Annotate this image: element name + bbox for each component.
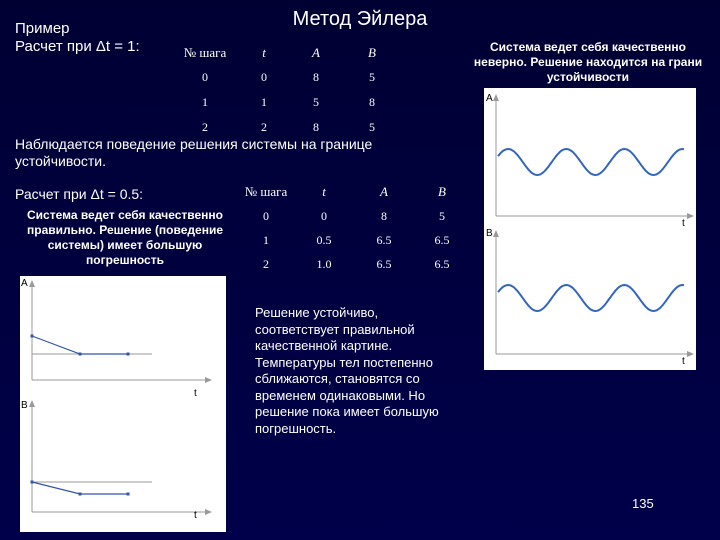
- table-row: [170, 65, 400, 90]
- cell: 2: [202, 120, 208, 134]
- graph-panel-oscillating: [484, 88, 696, 370]
- table-row: [240, 252, 472, 276]
- series-b-line: [32, 482, 128, 494]
- cell: 6.5: [434, 232, 450, 247]
- cell: 1: [202, 95, 208, 109]
- arrow-icon: [205, 377, 212, 383]
- axis-label-t: t: [194, 510, 197, 521]
- converging-graphs: [20, 276, 226, 532]
- series-a-wave: [498, 149, 684, 175]
- axis-label-b: B: [21, 400, 28, 411]
- arrow-icon: [205, 509, 212, 515]
- cell: 8: [369, 95, 375, 109]
- data-point: [127, 353, 130, 356]
- conclusion-text: Решение устойчиво, соответствует правильной качественной картине. Температуры тел постепенно сближаются, становятся со временем одинаковыми. Но решение пока имеет большую погрешность.: [255, 305, 439, 436]
- cell: 5: [369, 70, 375, 84]
- arrow-icon: [493, 230, 499, 237]
- axis-label-a: A: [486, 93, 493, 104]
- observation-text: Наблюдается поведение решения системы на границе устойчивости.: [15, 136, 373, 169]
- header-b: B: [438, 184, 446, 199]
- table-row: [170, 90, 400, 115]
- header-a: A: [380, 184, 388, 199]
- cell: 8: [313, 70, 319, 84]
- cell: 0: [202, 70, 208, 84]
- arrow-icon: [493, 94, 499, 101]
- page-title: Метод Эйлера: [292, 8, 428, 30]
- arrow-icon: [687, 213, 694, 219]
- table-row: [240, 204, 472, 228]
- arrow-icon: [29, 280, 35, 287]
- axis-label-t: t: [682, 218, 685, 229]
- cell: 8: [381, 208, 387, 223]
- table-header-row: [170, 40, 400, 65]
- cell: 0.5: [316, 232, 332, 247]
- arrow-icon: [687, 351, 694, 357]
- header-step: № шага: [244, 184, 288, 199]
- example-block: [15, 20, 140, 56]
- axis-label-a: A: [21, 278, 28, 289]
- data-point: [31, 481, 34, 484]
- cell: 5: [369, 120, 375, 134]
- table-header-row: [240, 180, 472, 204]
- calc1-label: Расчет при Δt = 1:: [15, 38, 140, 55]
- note-unstable: Система ведет себя качественно неверно. Решение находится на грани устойчивости: [473, 40, 703, 84]
- graph-panel-converging: [20, 276, 226, 532]
- cell: 0: [263, 208, 269, 223]
- cell: 2: [261, 120, 267, 134]
- cell: 6.5: [376, 256, 392, 271]
- header-t: t: [262, 44, 266, 60]
- cell: 5: [439, 208, 445, 223]
- data-point: [79, 493, 82, 496]
- axis-label-t: t: [682, 356, 685, 367]
- series-a-points: [31, 335, 130, 356]
- cell: 5: [313, 95, 319, 109]
- axis-label-t: t: [194, 388, 197, 399]
- series-a-line: [32, 336, 128, 354]
- series-b-wave: [498, 285, 684, 311]
- header-b: B: [368, 44, 376, 60]
- cell: 2: [263, 256, 269, 271]
- cell: 1: [261, 95, 267, 109]
- header-t: t: [322, 184, 326, 199]
- data-point: [31, 335, 34, 338]
- cell: 6.5: [376, 232, 392, 247]
- cell: 0: [321, 208, 327, 223]
- cell: 0: [261, 70, 267, 84]
- axis-label-b: B: [486, 228, 493, 239]
- example-label: Пример: [15, 20, 70, 37]
- page-number: 135: [632, 496, 654, 511]
- cell: 6.5: [434, 256, 450, 271]
- data-point: [127, 493, 130, 496]
- data-point: [79, 353, 82, 356]
- header-a: A: [312, 44, 320, 60]
- note-stable-error: Система ведет себя качественно правильно. Решение (поведение системы) имеет большую погрешность: [27, 208, 223, 267]
- cell: 1: [263, 232, 269, 247]
- arrow-icon: [29, 400, 35, 407]
- cell: 1.0: [316, 256, 332, 271]
- calc2-label: Расчет при Δt = 0.5:: [15, 186, 144, 202]
- table-step-05: [240, 180, 472, 276]
- table-row: [240, 228, 472, 252]
- header-step: № шага: [183, 44, 227, 60]
- oscillation-graphs: [484, 88, 696, 370]
- cell: 8: [313, 120, 319, 134]
- table-step-1: [170, 40, 400, 140]
- series-b-points: [31, 481, 130, 496]
